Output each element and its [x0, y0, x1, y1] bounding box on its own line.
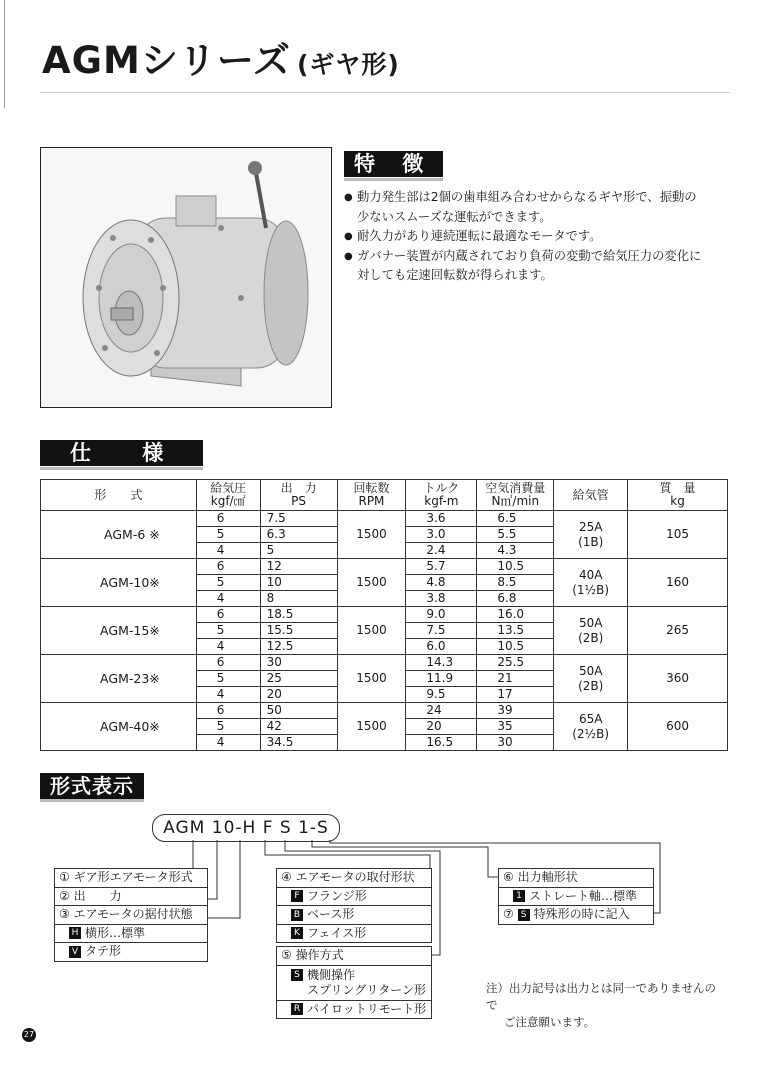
table-cell: 6	[196, 655, 260, 671]
table-cell: 14.3	[406, 655, 477, 671]
table-cell: 8.5	[477, 575, 554, 591]
table-cell: 1500	[337, 559, 406, 607]
table-cell: 6.8	[477, 591, 554, 607]
key-k: K	[291, 927, 303, 939]
table-cell: 17	[477, 687, 554, 703]
feature-item: ● ガバナー装置が内蔵されており負荷の変動で給気圧力の変化に対しても定速回転数が得られます。	[344, 247, 704, 286]
table-cell: 5	[196, 671, 260, 687]
key-h: H	[69, 927, 81, 939]
table-cell: AGM-15※	[41, 607, 197, 655]
series-subtitle: (ギヤ形)	[296, 50, 400, 79]
key-b: B	[291, 909, 303, 921]
col-air: 空気消費量 N㎥/min	[477, 480, 554, 511]
table-cell: 4.3	[477, 543, 554, 559]
table-cell: 7.5	[260, 511, 337, 527]
box2-row-flange: F フランジ形	[277, 888, 431, 907]
box2-title: ④ エアモータの取付形状	[277, 869, 431, 888]
designation-box-2	[276, 868, 432, 943]
table-cell: 12.5	[260, 639, 337, 655]
table-cell: 2.4	[406, 543, 477, 559]
table-cell: 16.5	[406, 735, 477, 751]
table-cell: 6.0	[406, 639, 477, 655]
table-cell: 1500	[337, 511, 406, 559]
box1-row-vertical: V タテ形	[55, 943, 207, 961]
model-code: AGM 10-H F S 1-S	[152, 814, 340, 842]
designation-box-4	[498, 868, 654, 925]
table-cell: 160	[628, 559, 728, 607]
key-1: 1	[513, 890, 525, 902]
table-cell: AGM-10※	[41, 559, 197, 607]
table-cell: 105	[628, 511, 728, 559]
table-cell: 6.3	[260, 527, 337, 543]
table-cell: 10.5	[477, 559, 554, 575]
col-torque: トルク kgf-m	[406, 480, 477, 511]
table-cell: 600	[628, 703, 728, 751]
features-heading-label: 特 徴	[344, 151, 443, 177]
box2-row-base: B ベース形	[277, 906, 431, 925]
col-output: 出 力 PS	[260, 480, 337, 511]
box3-row-manual: S 機側操作 スプリングリターン形	[277, 966, 431, 1001]
designation-box-3	[276, 946, 432, 1019]
table-cell: 25.5	[477, 655, 554, 671]
table-cell: 5	[196, 623, 260, 639]
table-cell: 30	[477, 735, 554, 751]
table-cell: 360	[628, 655, 728, 703]
table-cell: 9.0	[406, 607, 477, 623]
table-cell: 265	[628, 607, 728, 655]
box1-row-horizontal: H 横形…標準	[55, 925, 207, 944]
table-cell: 30	[260, 655, 337, 671]
col-pipe: 給気管	[554, 480, 628, 511]
designation-box-1	[54, 868, 208, 962]
series-title: AGMシリーズ	[42, 39, 291, 82]
table-cell: 4	[196, 639, 260, 655]
table-cell: 3.8	[406, 591, 477, 607]
key-v: V	[69, 946, 81, 958]
pipe-cell: 50A (2B)	[554, 655, 628, 703]
table-cell: 4	[196, 735, 260, 751]
pipe-cell: 40A (1½B)	[554, 559, 628, 607]
table-cell: AGM-40※	[41, 703, 197, 751]
table-cell: 24	[406, 703, 477, 719]
table-cell: 34.5	[260, 735, 337, 751]
table-cell: 15.5	[260, 623, 337, 639]
table-cell: 1500	[337, 703, 406, 751]
spec-heading-label: 仕 様	[40, 440, 203, 466]
table-cell: 9.5	[406, 687, 477, 703]
box3-row-remote: R パイロットリモート形	[277, 1001, 431, 1019]
col-pressure: 給気圧 kgf/㎠	[196, 480, 260, 511]
table-cell: 10.5	[477, 639, 554, 655]
table-cell: 3.6	[406, 511, 477, 527]
table-cell: 6	[196, 559, 260, 575]
box1-row-mounting: ③ エアモータの据付状態	[55, 906, 207, 925]
box3-title: ⑤ 操作方式	[277, 947, 431, 966]
table-cell: 10	[260, 575, 337, 591]
note-line-1: 注）出力記号は出力とは同一でありませんので	[486, 981, 716, 1012]
table-cell: 6	[196, 511, 260, 527]
col-model: 形 式	[41, 480, 197, 511]
feature-item: ● 動力発生部は2個の歯車組み合わせからなるギヤ形で、振動の少ないスムーズな運転ができます。	[344, 188, 704, 227]
table-cell: 6	[196, 607, 260, 623]
table-cell: 18.5	[260, 607, 337, 623]
table-cell: 4	[196, 591, 260, 607]
table-cell: 1500	[337, 655, 406, 703]
note-line-2: ご注意願います。	[504, 1015, 596, 1029]
table-cell: 6	[196, 703, 260, 719]
table-cell: 25	[260, 671, 337, 687]
table-cell: 5	[196, 527, 260, 543]
box2-row-face: K フェイス形	[277, 925, 431, 943]
table-cell: 4.8	[406, 575, 477, 591]
table-cell: 16.0	[477, 607, 554, 623]
table-cell: 50	[260, 703, 337, 719]
box4-row-straight: 1 ストレート軸…標準	[499, 888, 653, 907]
note	[486, 980, 726, 1031]
feature-item: ● 耐久力があり連続運転に最適なモータです。	[344, 227, 704, 247]
table-cell: 4	[196, 687, 260, 703]
table-cell: 5	[260, 543, 337, 559]
box4-title: ⑥ 出力軸形状	[499, 869, 653, 888]
table-cell: 35	[477, 719, 554, 735]
pipe-cell: 50A (2B)	[554, 607, 628, 655]
col-speed: 回転数 RPM	[337, 480, 406, 511]
table-cell: 5	[196, 719, 260, 735]
table-cell: AGM-23※	[41, 655, 197, 703]
col-mass: 質 量 kg	[628, 480, 728, 511]
box1-row-output: ② 出 力	[55, 888, 207, 907]
table-cell: 8	[260, 591, 337, 607]
designation-heading-label: 形式表示	[40, 773, 144, 799]
table-cell: 3.0	[406, 527, 477, 543]
page-number: 27	[22, 1028, 36, 1042]
table-cell: 12	[260, 559, 337, 575]
table-cell: 6.5	[477, 511, 554, 527]
table-cell: 5	[196, 575, 260, 591]
table-cell: 11.9	[406, 671, 477, 687]
table-cell: 1500	[337, 607, 406, 655]
table-cell: AGM-6 ※	[41, 511, 197, 559]
table-cell: 42	[260, 719, 337, 735]
table-cell: 5.7	[406, 559, 477, 575]
key-f: F	[291, 890, 303, 902]
pipe-cell: 25A (1B)	[554, 511, 628, 559]
table-cell: 39	[477, 703, 554, 719]
table-cell: 13.5	[477, 623, 554, 639]
pipe-cell: 65A (2½B)	[554, 703, 628, 751]
table-cell: 21	[477, 671, 554, 687]
table-cell: 20	[260, 687, 337, 703]
box1-row-series: ① ギア形エアモータ形式	[55, 869, 207, 888]
table-cell: 20	[406, 719, 477, 735]
table-cell: 5.5	[477, 527, 554, 543]
box4-row-special: ⑦ S 特殊形の時に記入	[503, 907, 630, 921]
table-cell: 7.5	[406, 623, 477, 639]
key-s2: S	[518, 909, 530, 921]
table-cell: 4	[196, 543, 260, 559]
key-s: S	[291, 969, 303, 981]
key-r: R	[291, 1003, 303, 1015]
